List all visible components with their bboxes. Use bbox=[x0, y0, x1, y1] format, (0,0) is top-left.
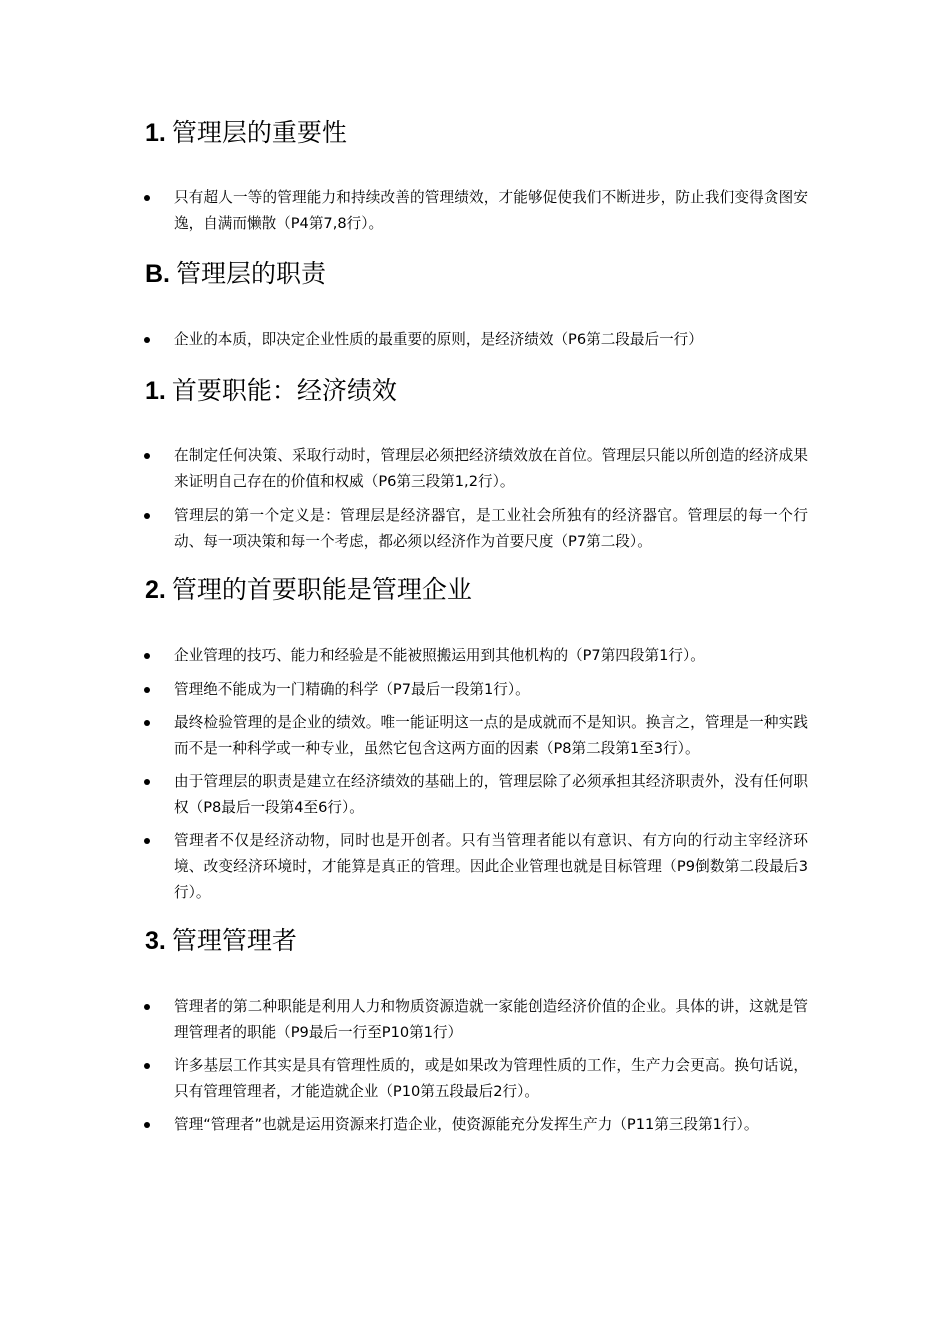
section-number: 1. bbox=[145, 377, 166, 405]
list-item-text: 管理者的第二种职能是利用人力和物质资源造就一家能创造经济价值的企业。具体的讲，这就是管理管理者的职能（P9最后一行至P10第1行） bbox=[174, 998, 808, 1041]
list-item-text: 只有超人一等的管理能力和持续改善的管理绩效，才能够促使我们不断进步，防止我们变得贪图安逸，自满而懒散（P4第7,8行）。 bbox=[174, 189, 808, 232]
section-heading bbox=[145, 259, 326, 289]
list-item-text: 管理绝不能成为一门精确的科学（P7最后一段第1行）。 bbox=[174, 681, 530, 698]
list-item-text: 管理“管理者”也就是运用资源来打造企业，使资源能充分发挥生产力（P11第三段第1行）。 bbox=[174, 1116, 759, 1133]
section-heading bbox=[145, 575, 472, 605]
bullet-icon bbox=[144, 337, 150, 343]
list-item-text: 最终检验管理的是企业的绩效。唯一能证明这一点的是成就而不是知识。换言之，管理是一种实践而不是一种科学或一种专业，虽然它包含这两方面的因素（P8第二段第1至3行）。 bbox=[174, 714, 808, 757]
bullet-icon bbox=[144, 1063, 150, 1069]
bullet-icon bbox=[144, 195, 150, 201]
section-number: 1. bbox=[145, 119, 166, 147]
section-title: 管理层的职责 bbox=[176, 259, 327, 288]
list-item-text: 管理层的第一个定义是：管理层是经济器官，是工业社会所独有的经济器官。管理层的每一个行动、每一项决策和每一个考虑，都必须以经济作为首要尺度（P7第二段）。 bbox=[174, 507, 808, 550]
bullet-icon bbox=[144, 779, 150, 785]
section-number: 2. bbox=[145, 576, 166, 604]
bullet-icon bbox=[144, 453, 150, 459]
section-number: B. bbox=[145, 260, 170, 288]
bullet-icon bbox=[144, 513, 150, 519]
list-item-text: 在制定任何决策、采取行动时，管理层必须把经济绩效放在首位。管理层只能以所创造的经济成果来证明自己存在的价值和权威（P6第三段第1,2行）。 bbox=[174, 447, 808, 490]
bullet-icon bbox=[144, 687, 150, 693]
section-title: 首要职能：经济绩效 bbox=[171, 376, 397, 405]
section-number: 3. bbox=[145, 927, 166, 955]
bullet-icon bbox=[144, 1004, 150, 1010]
list-item-text: 管理者不仅是经济动物，同时也是开创者。只有当管理者能以有意识、有方向的行动主宰经济环境、改变经济环境时，才能算是真正的管理。因此企业管理也就是目标管理（P9倒数第二段最后3行）。 bbox=[174, 832, 808, 901]
list-item-text: 企业管理的技巧、能力和经验是不能被照搬运用到其他机构的（P7第四段第1行）。 bbox=[174, 647, 705, 664]
bullet-icon bbox=[144, 838, 150, 844]
section-heading bbox=[145, 118, 347, 148]
bullet-icon bbox=[144, 720, 150, 726]
list-item-text: 企业的本质，即决定企业性质的最重要的原则，是经济绩效（P6第二段最后一行） bbox=[174, 331, 703, 348]
section-title: 管理层的重要性 bbox=[171, 118, 347, 147]
section-title: 管理的首要职能是管理企业 bbox=[171, 575, 472, 604]
section-title: 管理管理者 bbox=[171, 926, 297, 955]
list-item-text: 许多基层工作其实是具有管理性质的，或是如果改为管理性质的工作，生产力会更高。换句话说，只有管理管理者，才能造就企业（P10第五段最后2行）。 bbox=[174, 1057, 808, 1100]
bullet-icon bbox=[144, 1122, 150, 1128]
bullet-icon bbox=[144, 653, 150, 659]
list-item-text: 由于管理层的职责是建立在经济绩效的基础上的，管理层除了必须承担其经济职责外，没有任何职权（P8最后一段第4至6行）。 bbox=[174, 773, 808, 816]
section-heading bbox=[145, 376, 397, 406]
section-heading bbox=[145, 926, 297, 956]
